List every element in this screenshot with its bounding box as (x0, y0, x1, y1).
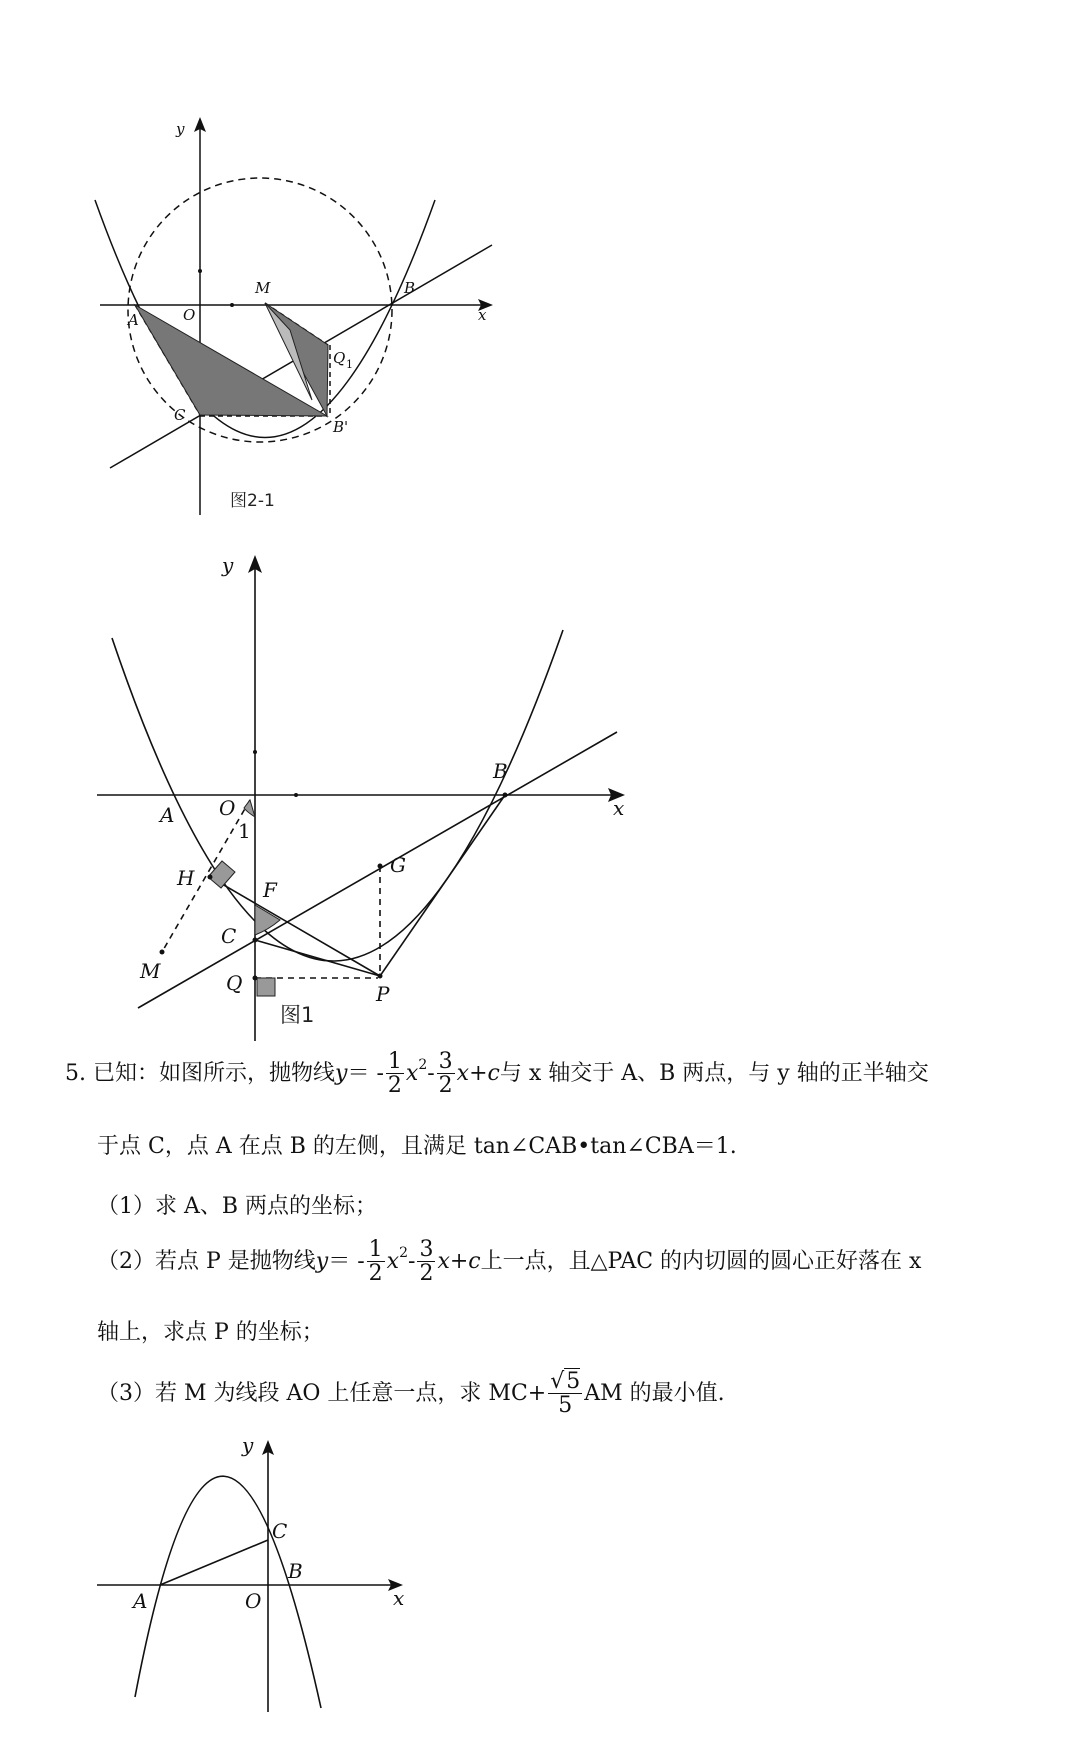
fraction-1-den: 2 (387, 1073, 402, 1099)
eq-tail: x+c (456, 1060, 500, 1086)
label-F: F (263, 878, 277, 902)
question-2-line-2-text: 轴上，求点 P 的坐标； (97, 1320, 324, 1345)
eq-x: x (405, 1060, 419, 1086)
fraction-1-num: 1 (387, 1049, 402, 1074)
fraction-2-den: 2 (438, 1073, 453, 1099)
label-y: y (176, 120, 185, 138)
q2-eq-tail: x+c (437, 1248, 481, 1274)
label-B: B (493, 759, 508, 783)
q3-sqrt-value: 5 (566, 1369, 581, 1394)
eq-y: y (335, 1060, 348, 1086)
question-3-a: （3）若 M 为线段 AO 上任意一点，求 MC+ (97, 1380, 547, 1406)
question-2-a: （2）若点 P 是抛物线 (97, 1248, 316, 1274)
label-C: C (174, 406, 186, 424)
label-O: O (219, 796, 236, 820)
label-y: y (242, 1433, 254, 1457)
question-2-b: 上一点，且△PAC 的内切圆的圆心正好落在 x (480, 1248, 922, 1274)
eq-eq: ＝ - (347, 1060, 384, 1086)
label-P: P (376, 982, 390, 1006)
fraction-2-num: 3 (438, 1049, 453, 1074)
label-angle-1: 1 (238, 819, 251, 843)
label-O: O (245, 1589, 262, 1613)
q2-fraction-1-den: 2 (368, 1261, 383, 1287)
problem-number: 5. (65, 1060, 86, 1086)
q3-fraction-num: √5 (550, 1369, 581, 1394)
label-A: A (133, 1589, 148, 1613)
q3-fraction-den: 5 (558, 1393, 573, 1419)
label-Q1: Q (333, 349, 346, 367)
label-O: O (183, 306, 196, 324)
q2-eq-x: x (386, 1248, 400, 1274)
label-B: B (288, 1559, 303, 1583)
problem-intro-b: 与 x 轴交于 A、B 两点，与 y 轴的正半轴交 (499, 1060, 929, 1086)
question-1-text: （1）求 A、B 两点的坐标； (97, 1194, 378, 1219)
q2-eq-y: y (315, 1248, 329, 1274)
eq-pow: 2 (418, 1056, 428, 1073)
figure-1-caption: 图1 (280, 1003, 315, 1027)
q2-eq-eq: ＝ - (328, 1248, 365, 1274)
label-M: M (140, 959, 161, 983)
label-Q1-sub: 1 (346, 358, 353, 371)
problem-intro-a: 已知：如图所示，抛物线 (93, 1060, 336, 1086)
label-C: C (221, 924, 237, 948)
label-A: A (128, 311, 139, 329)
label-Q: Q (226, 971, 243, 995)
q2-eq-minus: - (408, 1248, 416, 1274)
label-x: x (613, 796, 625, 820)
q2-eq-pow: 2 (399, 1244, 409, 1261)
label-M: M (255, 279, 271, 297)
figure-2-1-caption: 图2-1 (230, 491, 275, 511)
problem-line-2-text: 于点 C，点 A 在点 B 的左侧，且满足 tan∠CAB•tan∠CBA＝1. (97, 1134, 737, 1159)
label-Bprime: B' (333, 418, 349, 436)
q2-fraction-1-num: 1 (368, 1237, 383, 1262)
label-y: y (222, 553, 234, 577)
label-C: C (272, 1519, 288, 1543)
label-A: A (160, 803, 175, 827)
label-x: x (478, 306, 487, 324)
label-x: x (393, 1586, 405, 1610)
label-G: G (390, 853, 406, 877)
label-B: B (404, 279, 416, 297)
label-H: H (177, 866, 195, 890)
eq-minus: - (427, 1060, 435, 1086)
question-3-b: AM 的最小值. (584, 1380, 725, 1406)
q2-fraction-2-den: 2 (419, 1261, 434, 1287)
q2-fraction-2-num: 3 (419, 1237, 434, 1262)
